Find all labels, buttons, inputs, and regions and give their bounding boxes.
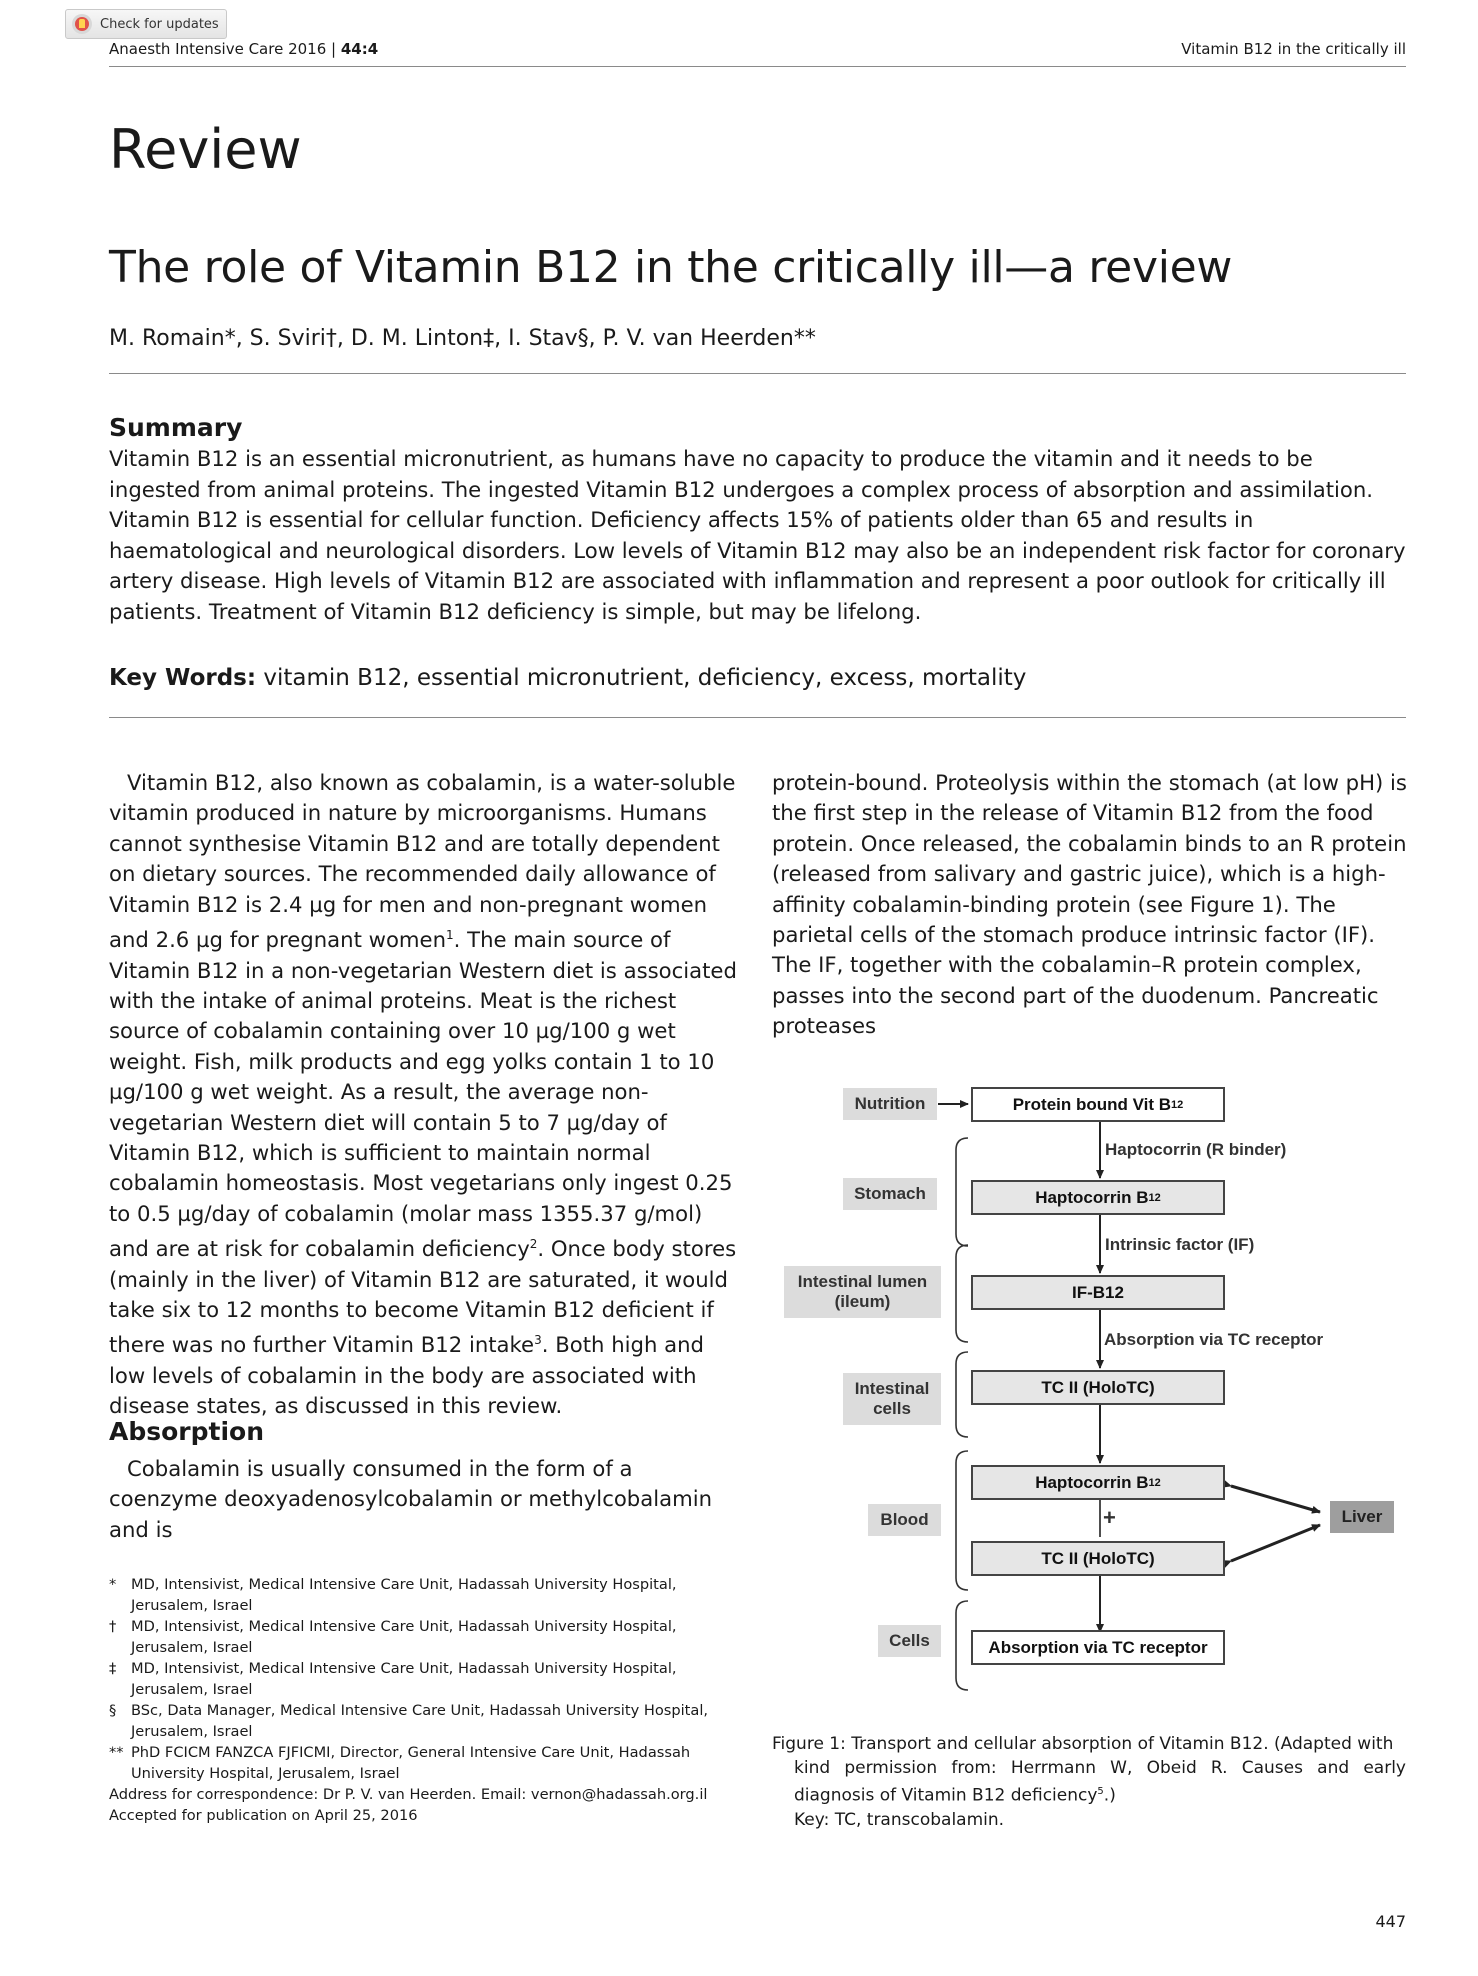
label-cells: Cells xyxy=(878,1625,941,1657)
liver-arrow-haptocorrin xyxy=(1231,1486,1320,1512)
bracket-target-cells xyxy=(956,1601,968,1690)
intro-paragraph: Vitamin B12, also known as cobalamin, is a water-soluble vitamin produced in nature by microorganisms. Humans cannot synthesise Vitamin B12 and are totally dependent on dietary sources. The recommended daily allowance of Vitamin B12 is 2.4 µg for men and non-pregnant women and 2.6 µg for pregnant women$^1$. The main source of Vitamin B12 in a non-vegetarian Western diet is associated with the intake of animal proteins. Meat is the richest source of cobalamin containing over 10 µg/100 g wet weight. Fish, milk products and egg yolks contain 1 to 10 µg/100 g wet weight. As a result, the average non-vegetarian Western diet will contain 5 to 7 µg/day of Vitamin B12, which is sufficient to maintain normal cobalamin homeostasis. Most vegetarians only ingest 0.25 to 0.5 µg/day of cobalamin (molar mass 1355.37 g/mol) and are at risk for cobalamin deficiency$^2$. Once body stores (mainly in the liver) of Vitamin B12 are saturated, it would take six to 12 months to become Vitamin B12 deficient if there was no further Vitamin B12 intake$^3$. Both high and low levels of cobalamin in the body are associated with disease states, as discussed in this review. xyxy=(109,770,737,1419)
journal-volume: 44:4 xyxy=(340,40,379,58)
footnote: § BSc, Data Manager, Medical Intensive Care Unit, Hadassah University Hospital, Jerusalem, Israel xyxy=(109,1702,709,1740)
figure-1-caption: Figure 1: Transport and cellular absorption of Vitamin B12. (Adapted with kind permission from: Herrmann W, Obeid R. Causes and early diagnosis of Vitamin B12 deficiency$^5$.) Key: TC, transcobalamin. xyxy=(772,1734,1406,1830)
box-if-b12: IF-B12 xyxy=(971,1275,1225,1310)
keywords-text: vitamin B12, essential micronutrient, deficiency, excess, mortality xyxy=(256,665,1027,691)
box-tc-ii-blood: TC II (HoloTC) xyxy=(971,1541,1225,1576)
header-rule xyxy=(109,66,1406,67)
box-haptocorrin-b12-blood: Haptocorrin B 12 xyxy=(971,1465,1225,1500)
label-nutrition: Nutrition xyxy=(843,1088,937,1120)
body-column-left xyxy=(109,768,745,1422)
box-absorption-tc-receptor: Absorption via TC receptor xyxy=(971,1630,1225,1665)
body-column-right xyxy=(772,768,1412,1042)
summary-rule xyxy=(109,717,1406,718)
keywords-label: Key Words: xyxy=(109,665,257,691)
absorption-continued-paragraph: protein-bound. Proteolysis within the stomach (at low pH) is the first step in the release of Vitamin B12 from the food protein. Once released, the cobalamin binds to an R protein (released from salivary and gastric juice), which is a high-affinity cobalamin-binding protein (see Figure 1). The parietal cells of the stomach produce intrinsic factor (IF). The IF, together with the cobalamin–R protein complex, passes into the second part of the duodenum. Pancreatic proteases xyxy=(772,770,1407,1039)
footnote: ** PhD FCICM FANZCA FJFICMI, Director, General Intensive Care Unit, Hadassah University Hospital, Jerusalem, Israel xyxy=(109,1744,691,1782)
summary-heading: Summary xyxy=(109,413,243,442)
keywords xyxy=(109,665,1026,691)
citation-1[interactable]: 1 xyxy=(446,928,454,943)
arrow-label-absorption: Absorption via TC receptor xyxy=(1104,1330,1324,1349)
label-intestinal-lumen: Intestinal lumen (ileum) xyxy=(784,1266,941,1318)
arrow-label-haptocorrin: Haptocorrin (R binder) xyxy=(1105,1140,1287,1159)
bracket-blood xyxy=(956,1451,968,1590)
footnote: ‡ MD, Intensivist, Medical Intensive Care Unit, Hadassah University Hospital, Jerusalem, Israel xyxy=(109,1660,677,1698)
article-title: The role of Vitamin B12 in the critically ill—a review xyxy=(109,242,1233,293)
title-rule xyxy=(109,373,1406,374)
crossmark-icon xyxy=(72,14,92,34)
box-tc-ii-intestinal: TC II (HoloTC) xyxy=(971,1370,1225,1405)
citation-3[interactable]: 3 xyxy=(534,1333,542,1348)
label-liver: Liver xyxy=(1330,1501,1394,1533)
bracket-stomach xyxy=(956,1138,968,1246)
footnote: † MD, Intensivist, Medical Intensive Care Unit, Hadassah University Hospital, Jerusalem, Israel xyxy=(109,1618,677,1656)
page-number: 447 xyxy=(1375,1912,1406,1931)
author-list: M. Romain*, S. Sviri†, D. M. Linton‡, I. Stav§, P. V. van Heerden** xyxy=(109,326,816,351)
arrow-label-intrinsic-factor: Intrinsic factor (IF) xyxy=(1105,1235,1255,1254)
liver-arrow-tcii xyxy=(1231,1525,1320,1561)
check-for-updates-label: Check for updates xyxy=(100,16,219,32)
journal-citation: Anaesth Intensive Care 2016 | 44:4 xyxy=(109,40,379,58)
citation-2[interactable]: 2 xyxy=(529,1237,538,1252)
box-protein-bound-b12: Protein bound Vit B 12 xyxy=(971,1087,1225,1122)
author-footnotes xyxy=(109,1574,729,1826)
summary-text: Vitamin B12 is an essential micronutrient, as humans have no capacity to produce the vitamin and it needs to be ingested from animal proteins. The ingested Vitamin B12 undergoes a complex process of absorption and assimilation. Vitamin B12 is essential for cellular function. Deficiency affects 15% of patients older than 65 and results in haematological and neurological disorders. Low levels of Vitamin B12 may also be an independent risk factor for coronary artery disease. High levels of Vitamin B12 are associated with inflammation and represent a poor outlook for critically ill patients. Treatment of Vitamin B12 deficiency is simple, but may be lifelong. xyxy=(109,446,1406,624)
accepted-date: Accepted for publication on April 25, 2016 xyxy=(109,1807,418,1824)
label-stomach: Stomach xyxy=(843,1178,937,1210)
caption-citation-5[interactable]: 5 xyxy=(1097,1786,1104,1797)
article-type: Review xyxy=(109,118,302,181)
plus-sign: + xyxy=(1103,1505,1116,1530)
footnote: * MD, Intensivist, Medical Intensive Care Unit, Hadassah University Hospital, Jerusalem, Israel xyxy=(109,1576,677,1614)
box-haptocorrin-b12-stomach: Haptocorrin B 12 xyxy=(971,1180,1225,1215)
absorption-column-left xyxy=(109,1454,745,1545)
check-for-updates-badge[interactable] xyxy=(65,9,227,39)
bracket-lumen xyxy=(956,1245,968,1342)
caption-key: Key: TC, transcobalamin. xyxy=(794,1809,1005,1830)
bracket-cells xyxy=(956,1352,968,1437)
label-blood: Blood xyxy=(868,1504,941,1536)
absorption-paragraph: Cobalamin is usually consumed in the form of a coenzyme deoxyadenosylcobalamin or methylcobalamin and is xyxy=(109,1456,713,1542)
label-intestinal-cells: Intestinal cells xyxy=(843,1373,941,1425)
correspondence-address: Address for correspondence: Dr P. V. van Heerden. Email: vernon@hadassah.org.il xyxy=(109,1786,708,1803)
absorption-heading: Absorption xyxy=(109,1417,265,1446)
running-title: Vitamin B12 in the critically ill xyxy=(1181,40,1406,58)
